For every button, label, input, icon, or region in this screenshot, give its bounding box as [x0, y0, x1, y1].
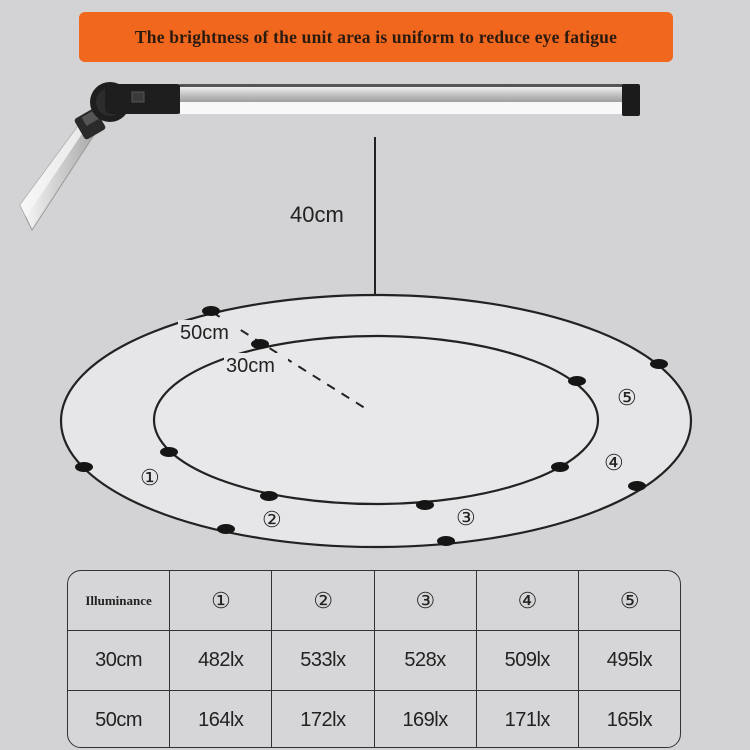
table-header-cell: ⑤ [578, 571, 680, 630]
outer-radius-label: 50cm [180, 322, 229, 344]
table-header-cell: ④ [476, 571, 578, 630]
inner-ellipse [154, 336, 598, 504]
banner-text: The brightness of the unit area is uniform to reduce eye fatigue [134, 26, 618, 47]
table-header-cell: ① [169, 571, 271, 630]
table-cell: 165lx [578, 691, 680, 748]
table-cell: 509lx [476, 631, 578, 690]
table-cell: 169lx [374, 691, 476, 748]
table-cell: 172lx [271, 691, 373, 748]
point-inner-top [251, 339, 269, 349]
point-outer-right [628, 481, 646, 491]
table-header-label: Illuminance [85, 592, 152, 608]
table-row-label: 30cm [95, 649, 143, 671]
point-inner-right [551, 462, 569, 472]
point-outer-bottom-left [217, 524, 235, 534]
position-marker-5: ⑤ [617, 385, 637, 410]
position-marker-1: ① [140, 465, 160, 490]
table-row [68, 630, 680, 690]
table-header-cell: ③ [374, 571, 476, 630]
table-header-cell: ② [271, 571, 373, 630]
table-cell: 533lx [271, 631, 373, 690]
point-outer-left [75, 462, 93, 472]
table-cell: 482lx [169, 631, 271, 690]
point-inner-top-right [568, 376, 586, 386]
table-cell: 528x [374, 631, 476, 690]
illuminance-table [67, 570, 681, 748]
table-header-row [68, 571, 680, 630]
light-bar [180, 84, 640, 116]
position-marker-4: ④ [604, 450, 624, 475]
point-inner-bottom [416, 500, 434, 510]
table-cell: 495lx [578, 631, 680, 690]
height-label: 40cm [290, 202, 344, 227]
lamp-joint [74, 82, 183, 140]
point-outer-top-right [650, 359, 668, 369]
table-cell: 171lx [476, 691, 578, 748]
position-marker-2: ② [262, 507, 282, 532]
position-marker-3: ③ [456, 505, 476, 530]
inner-radius-label: 30cm [226, 355, 275, 377]
point-inner-left [160, 447, 178, 457]
table-row [68, 690, 680, 748]
table-row-label: 50cm [95, 709, 143, 731]
point-outer-top [202, 306, 220, 316]
point-outer-bottom [437, 536, 455, 546]
table-cell: 164lx [169, 691, 271, 748]
point-inner-bottom-left [260, 491, 278, 501]
